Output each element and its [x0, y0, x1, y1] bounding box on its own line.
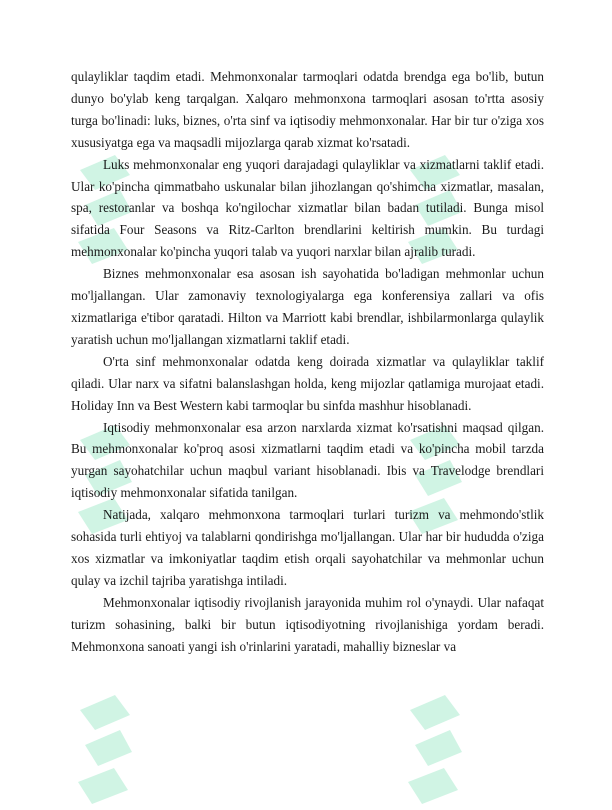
- paragraph: O'rta sinf mehmonxonalar odatda keng doirada xizmatlar va qulayliklar taklif qiladi. Ular narx va sifatni balanslashgan holda, keng mijozlar qatlamiga murojaat etadi. Holiday Inn va Best Western kabi tarmoqlar bu sinfda mashhur hisoblanadi.: [71, 353, 544, 413]
- watermark-icon: [70, 690, 140, 810]
- paragraph: qulayliklar taqdim etadi. Mehmonxonalar tarmoqlari odatda brendga ega bo'lib, butun dunyo bo'ylab keng tarqalgan. Xalqaro mehmonxona tarmoqlari asosan to'rtta asosiy turga bo'linadi: luks, biznes, o'rta sinf va iqtisodiy mehmonxonalar. Har bir tur o'ziga xos xususiyatga ega va maqsadli mijozlarga qarab xizmat ko'rsatadi.: [71, 69, 544, 150]
- paragraph: Biznes mehmonxonalar esa asosan ish sayohatida bo'ladigan mehmonlar uchun mo'ljallangan. Ular zamonaviy texnologiyalarga ega konferensiya zallari va ofis xizmatlariga e'tibor qaratadi. Hilton va Marriott kabi brendlar, ishbilarmonlarga qulaylik yaratish uchun mo'ljallangan xizmatlarni taklif etadi.: [71, 266, 544, 347]
- paragraph: Luks mehmonxonalar eng yuqori darajadagi qulayliklar va xizmatlarni taklif etadi. Ular ko'pincha qimmatbaho uskunalar bilan jihozlangan qo'shimcha xizmatlar, masalan, spa, restoranlar va boshqa ko'ngilochar xizmatlar bilan badan tutiladi. Bunga misol sifatida Four Seasons va Ritz-Carlton brendlarini keltirish mumkin. Bu turdagi mehmonxonalar ko'pincha yuqori talab va yuqori narxlar bilan ajralib turadi.: [71, 156, 544, 260]
- watermark-icon: [400, 690, 470, 810]
- paragraph: Mehmonxonalar iqtisodiy rivojlanish jarayonida muhim rol o'ynaydi. Ular nafaqat turizm sohasining, balki bir butun iqtisodiyotning rivojlanishiga yordam beradi. Mehmonxona sanoati yangi ish o'rinlarini yaratadi, mahalliy bizneslar va: [71, 594, 544, 654]
- paragraph: Natijada, xalqaro mehmonxona tarmoqlari turlari turizm va mehmondo'stlik sohasida turli ehtiyoj va talablarni qondirishga mo'ljallangan. Ular har bir hududda o'ziga xos xizmatlar va imkoniyatlar taqdim etish orqali sayohatchilar va mehmonlar uchun qulay va izchil tajriba yaratishga intiladi.: [71, 507, 544, 588]
- document-body: [71, 66, 544, 657]
- paragraph: Iqtisodiy mehmonxonalar esa arzon narxlarda xizmat ko'rsatishni maqsad qilgan. Bu mehmonxonalar ko'proq asosi xizmatlarni taqdim etadi va ko'pincha mobil tarzda yurgan sayohatchilar uchun maqbul variant hisoblanadi. Ibis va Travelodge brendlari iqtisodiy mehmonxonalar sifatida tanilgan.: [71, 419, 544, 501]
